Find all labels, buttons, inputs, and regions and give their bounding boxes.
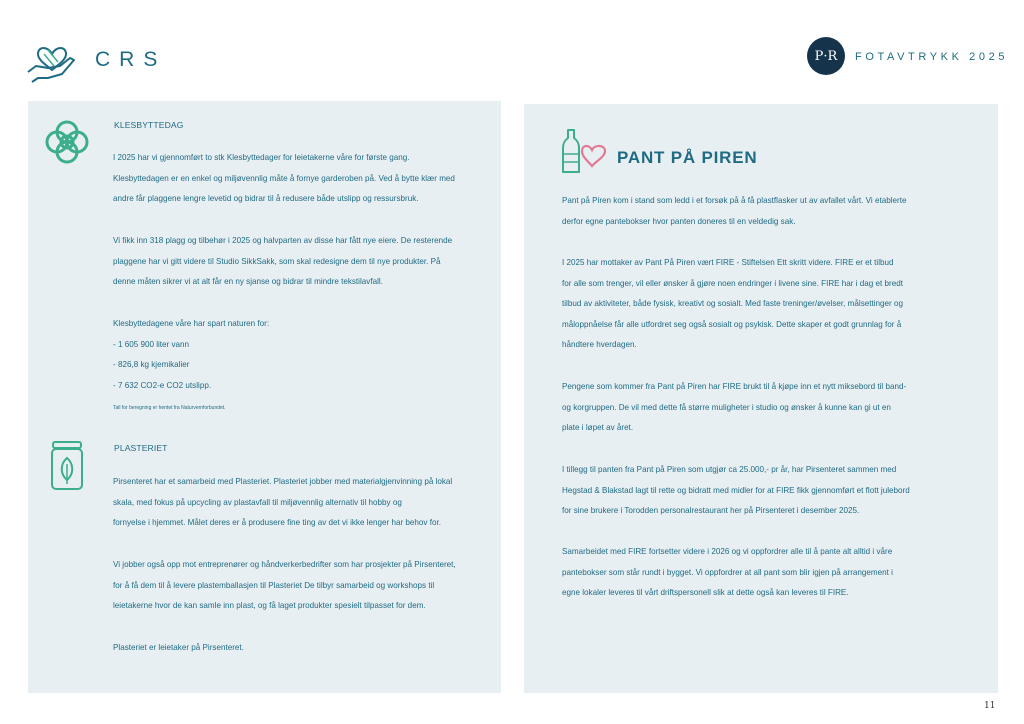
pant-paragraph-4: I tillegg til panten fra Pant på Piren som utgjør ca 25.000,- pr år, har Pirsenteret sammen med Hegstad & Blakstad lagt til rette og bidratt med midler for at FIRE fikk gjennomført et flott julebord for sine brukere i Torodden personalrestaurant her på Pirsenteret i desember 2025. bbox=[562, 465, 910, 516]
pant-paragraph-5: Samarbeidet med FIRE fortsetter videre i 2026 og vi oppfordrer alle til å pante alt alltid i våre pantebokser som står rundt i bygget. Vi oppfordrer at all pant som blir igjen på arrangement i egne lokaler leveres til vårt driftspersonell slik at dette også kan leveres til FIRE. bbox=[562, 547, 893, 598]
section-title-klesbyttedag: KLESBYTTEDAG bbox=[114, 120, 184, 130]
plasteriet-paragraph-3: Plasteriet er leietaker på Pirsenteret. bbox=[113, 643, 244, 652]
section-title-pant-pa-piren: PANT PÅ PIREN bbox=[617, 148, 758, 167]
klesbyttedag-paragraph-2: Vi fikk inn 318 plagg og tilbehør i 2025 og halvparten av disse har fått nye eiere. De resterende plaggene har vi gitt videre til Studio SikkSakk, som skal redesigne dem til nye produkter. På denne måten sikrer vi at alt får en ny sjanse og bidrar til mindre tekstilavfall. bbox=[113, 236, 453, 287]
page-title: CRS bbox=[95, 48, 167, 71]
source-note: Tall for beregning er hentet fra Naturvernforbundet. bbox=[113, 405, 226, 411]
bottle-heart-icon bbox=[560, 128, 608, 181]
plasteriet-paragraph-1: Pirsenteret har et samarbeid med Plasteriet. Plasteriet jobber med materialgjenvinning på lokal skala, med fokus på upcycling av plastavfall til miljøvennlig alternativ til hobby og fornyelse i hjemmet. Målet deres er å produsere fine ting av det vi ikke lenger har behov for. bbox=[113, 477, 453, 528]
section-title-plasteriet: PLASTERIET bbox=[114, 443, 168, 453]
pant-paragraph-2: I 2025 har mottaker av Pant På Piren vært FIRE - Stiftelsen Ett skritt videre. FIRE er et tilbud for alle som trenger, vil eller ønsker å gjøre noen endringer i livene sine. FIRE har i dag et bredt tilbud av aktiviteter, både fysisk, kreativt og sosialt. Med faste treninger/øvelser, målsettinger og måloppnåelse får alle utfordret seg også sosialt og psykisk. Dette skaper et godt grunnlag for å håndtere hverdagen. bbox=[562, 258, 904, 350]
leaf-jar-icon bbox=[50, 440, 84, 497]
plasteriet-paragraph-2: Vi jobber også opp mot entreprenører og håndverkerbedrifter som har prosjekter på Pirsenteret, for å få dem til å levere plastemballasjen til Plasteriet De tilbyr samarbeid og workshops til leietakerne hvor de kan samle inn plast, og få laget produkter spesielt tilpasset for dem. bbox=[113, 560, 456, 611]
flower-rings-icon bbox=[42, 117, 92, 172]
hand-heart-logo-icon bbox=[26, 36, 78, 84]
pant-paragraph-3: Pengene som kommer fra Pant på Piren har FIRE brukt til å kjøpe inn et nytt miksebord til band- og korgruppen. De vil med dette få større muligheter i studio og ønsker å kunne kan gi ut en plate i løpet av året. bbox=[562, 382, 907, 433]
klesbyttedag-savings-list: Klesbyttedagene våre har spart naturen for: - 1 605 900 liter vann - 826,8 kg kjemikalier - 7 632 CO2-e CO2 utslipp. bbox=[113, 319, 270, 390]
brand-logo: P·R bbox=[807, 37, 845, 75]
brand-text: FOTAVTRYKK 2025 bbox=[855, 51, 1009, 63]
page-number: 11 bbox=[984, 701, 996, 711]
klesbyttedag-paragraph-1: I 2025 har vi gjennomført to stk Klesbyttedager for leietakerne våre for første gang. Klesbyttedagen er en enkel og miljøvennlig måte å fornye garderoben på. Ved å bytte klær med andre får plaggene lengre levetid og bidrar til å redusere både utslipp og ressursbruk. bbox=[113, 153, 455, 204]
pant-paragraph-1: Pant på Piren kom i stand som ledd i et forsøk på å få plastflasker ut av avfallet vårt. Vi etablerte derfor egne pantebokser hvor panten doneres til en veldedig sak. bbox=[562, 196, 907, 226]
